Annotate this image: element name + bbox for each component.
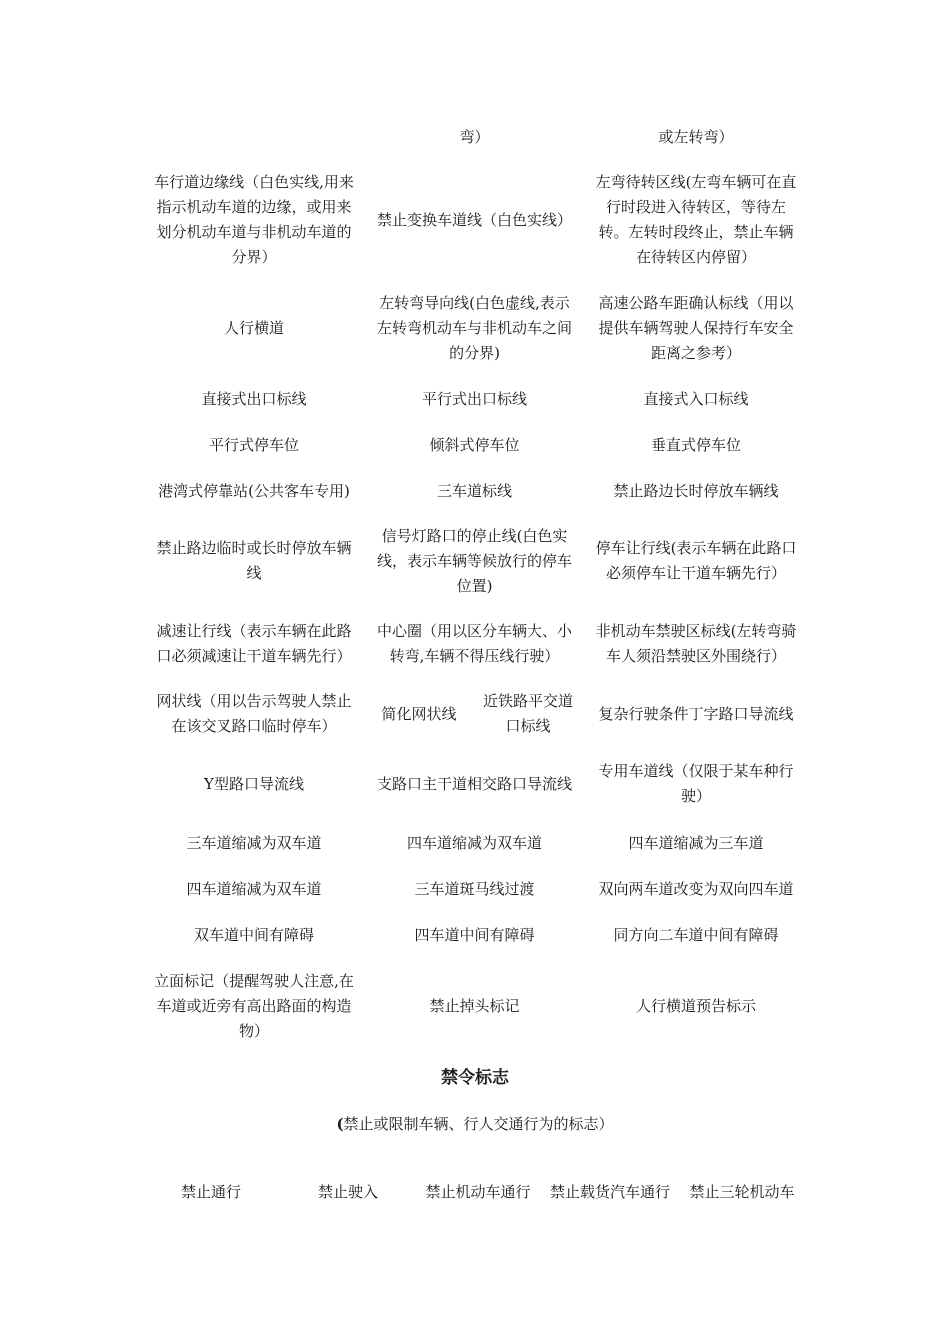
marking-cell: 直接式入口标线 [643, 389, 749, 408]
prohibition-sign-label: 禁止机动车通行 [425, 1183, 531, 1201]
marking-cell: Y型路口导流线 [204, 774, 304, 793]
prohibition-sign-label: 禁止载货汽车通行 [549, 1183, 670, 1201]
marking-cell: 专用车道线（仅限于某车种行 驶） [598, 762, 794, 805]
marking-cell: 停车让行线(表示车辆在此路口 必须停车让干道车辆先行） [595, 539, 797, 582]
marking-cell: 直接式出口标线 [201, 389, 307, 408]
marking-cell: 三车道斑马线过渡 [414, 879, 535, 898]
prohibition-sign-label: 禁止驶入 [317, 1183, 378, 1201]
marking-cell: 港湾式停靠站(公共客车专用) [158, 481, 350, 500]
marking-cell: 四车道缩减为三车道 [628, 833, 764, 852]
marking-cell: 或左转弯） [658, 127, 734, 146]
marking-cell: 人行横道预告标示 [635, 996, 756, 1015]
marking-cell: 信号灯路口的停止线(白色实 线，表示车辆等候放行的停车 位置) [376, 526, 572, 595]
marking-cell: 四车道中间有障碍 [414, 925, 535, 944]
marking-cell: 垂直式停车位 [650, 435, 741, 454]
marking-cell: 禁止掉头标记 [429, 996, 520, 1015]
prohibition-sign-label: 禁止三轮机动车 [689, 1183, 795, 1201]
marking-cell: 同方向二车道中间有障碍 [613, 925, 779, 944]
section-subtitle [0, 1112, 950, 1137]
marking-cell: 平行式出口标线 [421, 389, 527, 408]
marking-cell: 三车道标线 [436, 481, 512, 500]
marking-cell: 支路口主干道相交路口导流线 [376, 774, 572, 793]
marking-cell: 左转弯导向线(白色虚线,表示 左转弯机动车与非机动车之间 的分界) [376, 293, 572, 362]
marking-cell: 禁止路边临时或长时停放车辆 线 [156, 539, 352, 582]
marking-cell: 复杂行驶条件丁字路口导流线 [598, 704, 794, 723]
marking-cell: 立面标记（提醒驾驶人注意,在 车道或近旁有高出路面的构造 物） [154, 971, 354, 1040]
section-title: 禁令标志 [441, 1068, 509, 1088]
subtitle-open-paren: ( [336, 1115, 344, 1133]
marking-cell: 禁止路边长时停放车辆线 [613, 481, 779, 500]
marking-cell: 高速公路车距确认标线（用以 提供车辆驾驶人保持行车安全 距离之参考） [598, 293, 794, 362]
marking-cell: 禁止变换车道线（白色实线） [376, 210, 572, 229]
marking-cell: 非机动车禁驶区标线(左转弯骑 车人须沿禁驶区外围绕行） [595, 622, 797, 665]
marking-cell: 倾斜式停车位 [429, 435, 520, 454]
marking-cell: 双向两车道改变为双向四车道 [598, 879, 794, 898]
marking-cell: 人行横道 [223, 318, 284, 337]
marking-cell: 双车道中间有障碍 [193, 925, 314, 944]
marking-cell: 三车道缩减为双车道 [186, 833, 322, 852]
marking-cell: 网状线（用以告示驾驶人禁止 在该交叉路口临时停车） [156, 692, 352, 735]
marking-cell: 四车道缩减为双车道 [406, 833, 542, 852]
marking-cell: 弯） [459, 127, 490, 146]
prohibition-sign-label: 禁止通行 [180, 1183, 241, 1201]
marking-cell: 简化网状线 [381, 704, 457, 723]
marking-cell: 车行道边缘线（白色实线,用来 指示机动车道的边缘，或用来 划分机动车道与非机动车道的 分界） [154, 173, 354, 266]
marking-cell: 左弯待转区线(左弯车辆可在直 行时段进入待转区，等待左 转。左转时段终止，禁止车辆 在待转区内停留） [595, 173, 797, 266]
marking-cell: 中心圈（用以区分车辆大、小 转弯,车辆不得压线行驶） [376, 622, 572, 665]
marking-cell: 减速让行线（表示车辆在此路 口必须减速让干道车辆先行） [156, 622, 352, 665]
subtitle-text: 禁止或限制车辆、行人交通行为的标志） [343, 1115, 614, 1133]
marking-cell: 四车道缩减为双车道 [186, 879, 322, 898]
marking-cell: 近铁路平交道 口标线 [482, 692, 573, 735]
marking-cell: 平行式停车位 [208, 435, 299, 454]
